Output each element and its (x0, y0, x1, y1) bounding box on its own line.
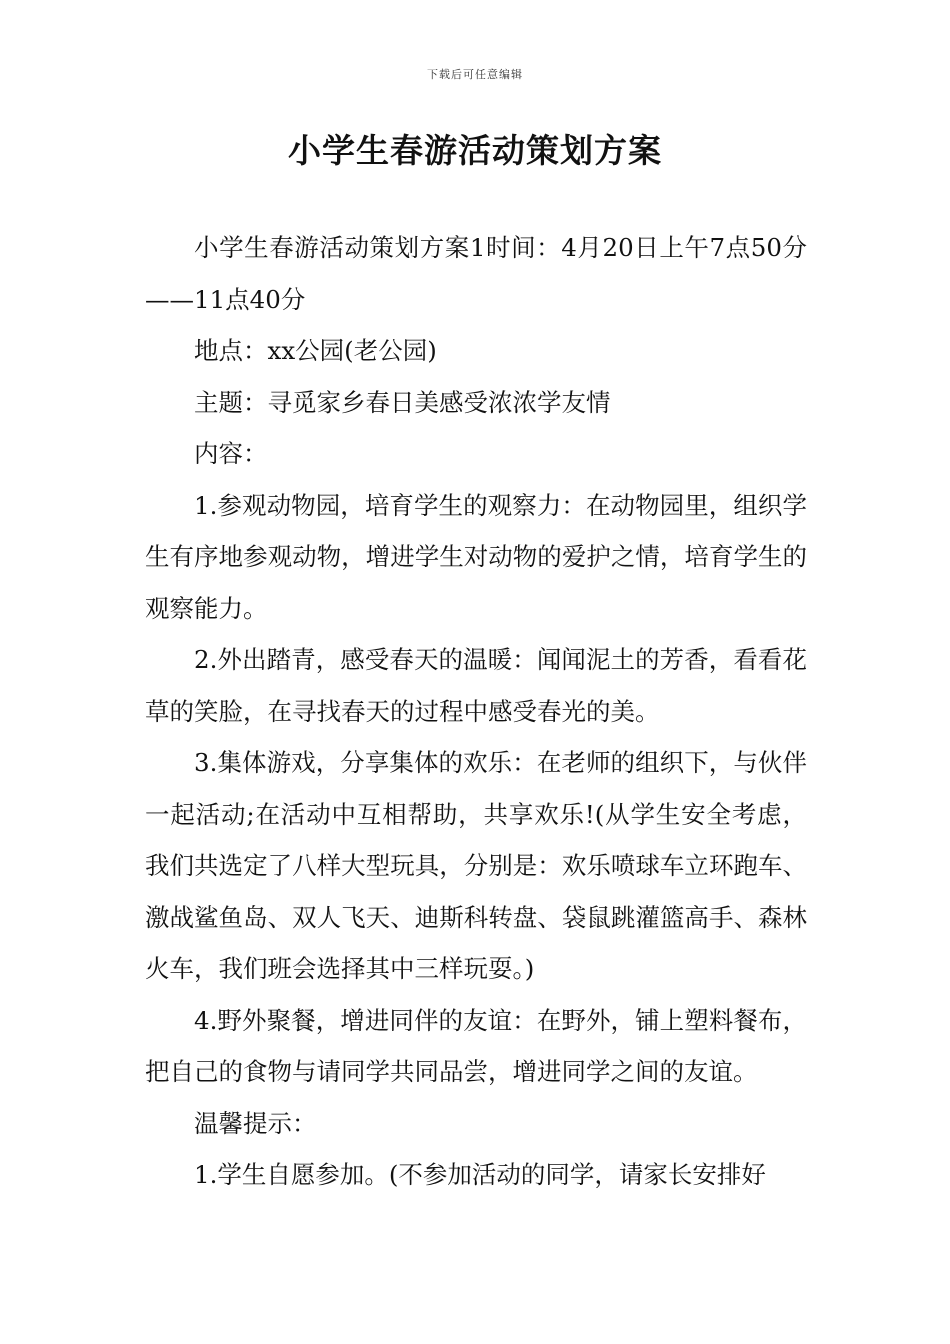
header-note: 下载后可任意编辑 (427, 68, 523, 81)
paragraph-location: 地点：xx公园(老公园) (194, 336, 437, 365)
paragraph-theme: 主题：寻觅家乡春日美感受浓浓学友情 (194, 387, 611, 417)
paragraph-tips-heading: 温馨提示： (194, 1108, 317, 1138)
paragraph-time: 小学生春游活动策划方案1时间：4月20日上午7点50分——11点40分 (145, 233, 807, 314)
paragraph-tip-1: 1.学生自愿参加。(不参加活动的同学，请家长安排好 (194, 1160, 766, 1189)
paragraph-item-4: 4.野外聚餐，增进同伴的友谊：在野外，铺上塑料餐布，把自己的食物与请同学共同品尝，增进同学之间的友谊。 (145, 1005, 807, 1086)
paragraph-item-1: 1.参观动物园，培育学生的观察力：在动物园里，组织学生有序地参观动物，增进学生对动物的爱护之情，培育学生的观察能力。 (145, 490, 807, 623)
paragraph-item-3: 3.集体游戏，分享集体的欢乐：在老师的组织下，与伙伴一起活动;在活动中互相帮助，共享欢乐!(从学生安全考虑，我们共选定了八样大型玩具，分别是：欢乐喷球车立环跑车、激战鲨鱼岛、双人飞天、迪斯科转盘、袋鼠跳灌篮高手、森林火车，我们班会选择其中三样玩耍。) (145, 748, 807, 983)
document-title: 小学生春游活动策划方案 (288, 131, 662, 170)
paragraph-content-heading: 内容： (194, 439, 268, 468)
document-body (145, 222, 807, 1201)
paragraph-item-2: 2.外出踏青，感受春天的温暖：闻闻泥土的芳香，看看花草的笑脸，在寻找春天的过程中感受春光的美。 (145, 645, 807, 726)
